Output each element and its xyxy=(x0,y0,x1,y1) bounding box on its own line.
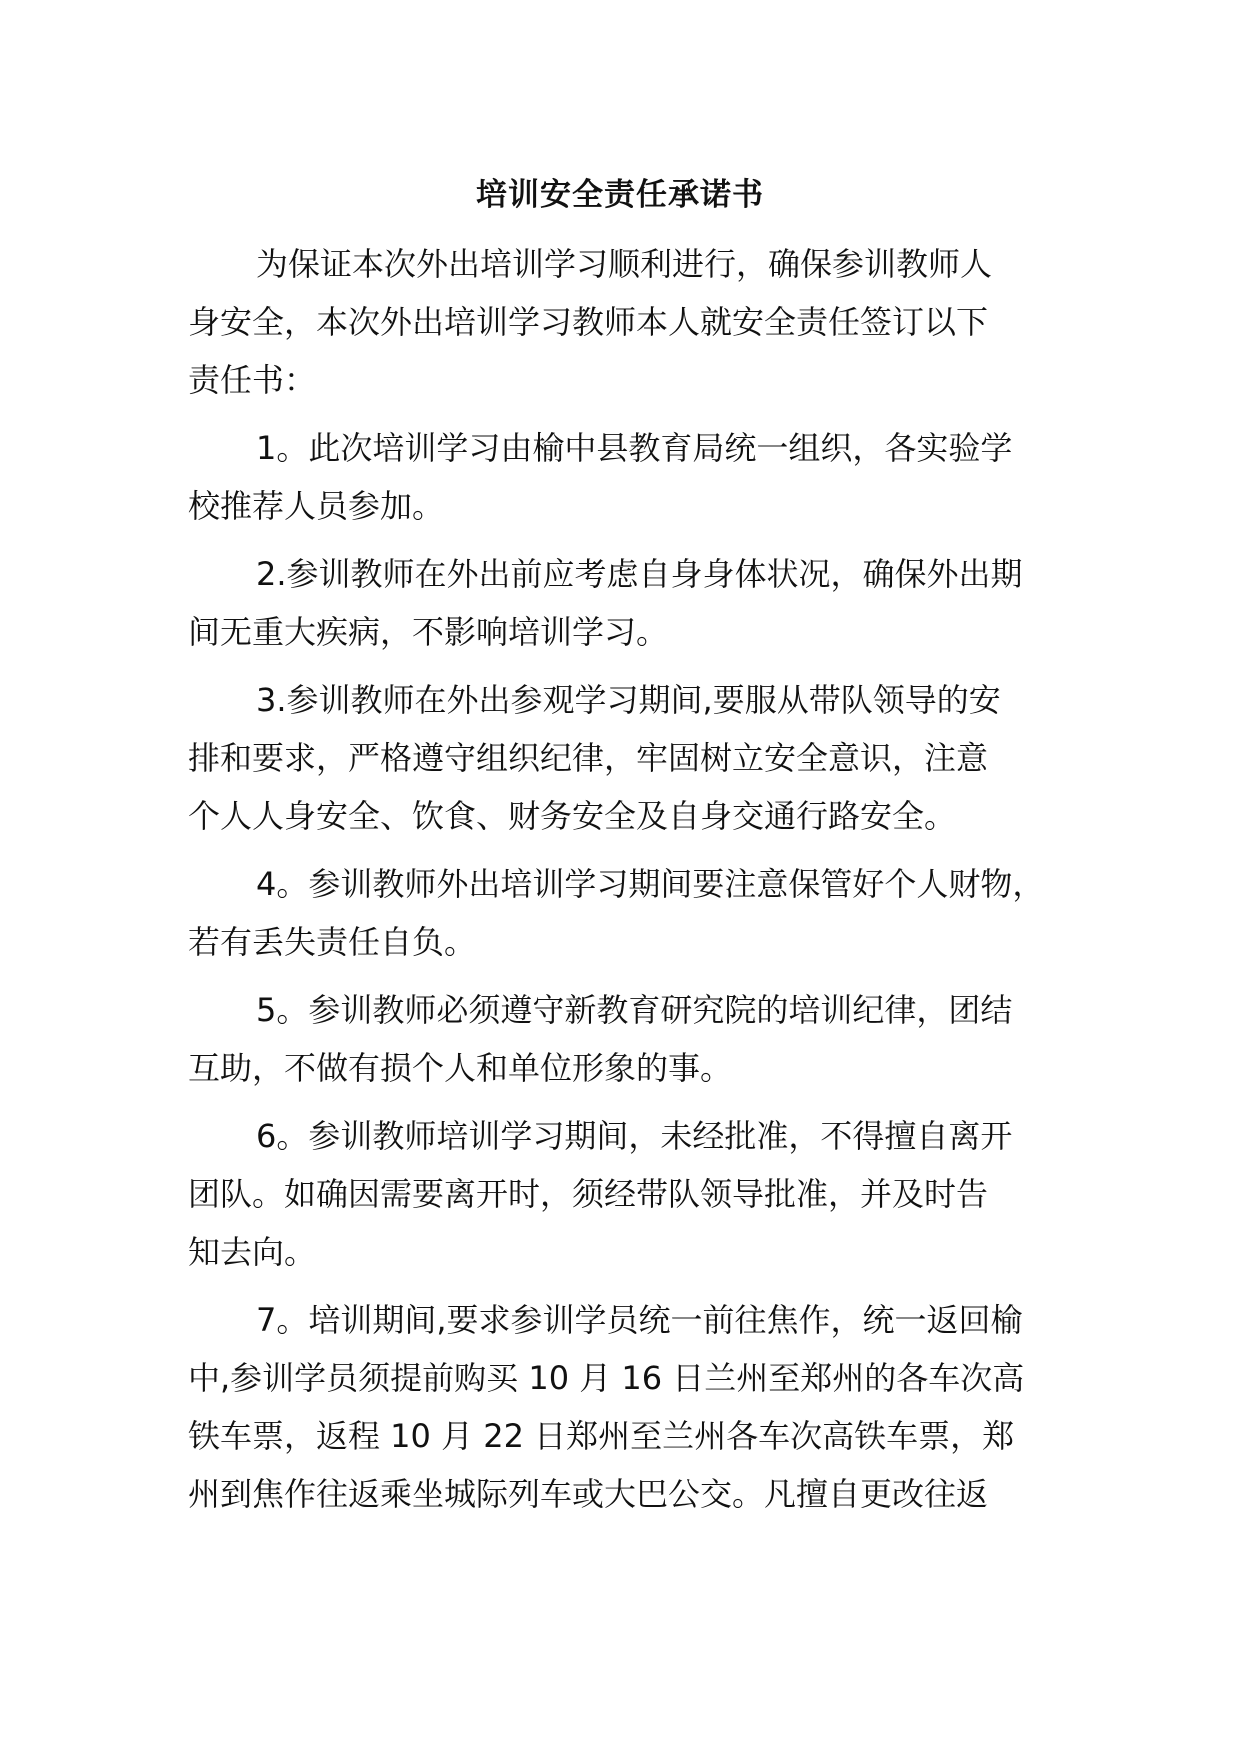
paragraph-line: 身安全，本次外出培训学习教师本人就安全责任签订以下 xyxy=(188,303,989,341)
paragraph-line: 3.参训教师在外出参观学习期间,要服从带队领导的安 xyxy=(256,681,1001,719)
paragraph-line: 排和要求，严格遵守组织纪律，牢固树立安全意识，注意 xyxy=(188,739,989,777)
paragraph-line: 校推荐人员参加。 xyxy=(188,487,445,525)
paragraph-line: 2.参训教师在外出前应考虑自身身体状况，确保外出期 xyxy=(256,555,1023,593)
paragraph-line: 个人人身安全、饮食、财务安全及自身交通行路安全。 xyxy=(188,797,957,835)
paragraph-line: 为保证本次外出培训学习顺利进行，确保参训教师人 xyxy=(256,245,993,283)
document-title: 培训安全责任承诺书 xyxy=(476,177,764,213)
paragraph-line: 6。参训教师培训学习期间，未经批准，不得擅自离开 xyxy=(256,1117,1013,1155)
paragraph-line: 中,参训学员须提前购买 10 月 16 日兰州至郑州的各车次高 xyxy=(188,1359,1025,1397)
paragraph-line: 间无重大疾病，不影响培训学习。 xyxy=(188,613,669,651)
paragraph-line: 铁车票，返程 10 月 22 日郑州至兰州各车次高铁车票，郑 xyxy=(188,1417,1015,1455)
paragraph-line: 7。培训期间,要求参训学员统一前往焦作，统一返回榆 xyxy=(256,1301,1023,1339)
paragraph-line: 互助，不做有损个人和单位形象的事。 xyxy=(188,1049,733,1087)
paragraph-line: 5。参训教师必须遵守新教育研究院的培训纪律，团结 xyxy=(256,991,1013,1029)
paragraph-line: 团队。如确因需要离开时，须经带队领导批准，并及时告 xyxy=(188,1175,989,1213)
paragraph-line: 责任书： xyxy=(188,361,317,399)
paragraph-line: 若有丢失责任自负。 xyxy=(188,923,477,961)
paragraph-line: 4。参训教师外出培训学习期间要注意保管好个人财物， xyxy=(256,865,1045,903)
paragraph-line: 知去向。 xyxy=(188,1233,317,1271)
paragraph-line: 1。此次培训学习由榆中县教育局统一组织，各实验学 xyxy=(256,429,1013,467)
paragraph-line: 州到焦作往返乘坐城际列车或大巴公交。凡擅自更改往返 xyxy=(188,1475,989,1513)
